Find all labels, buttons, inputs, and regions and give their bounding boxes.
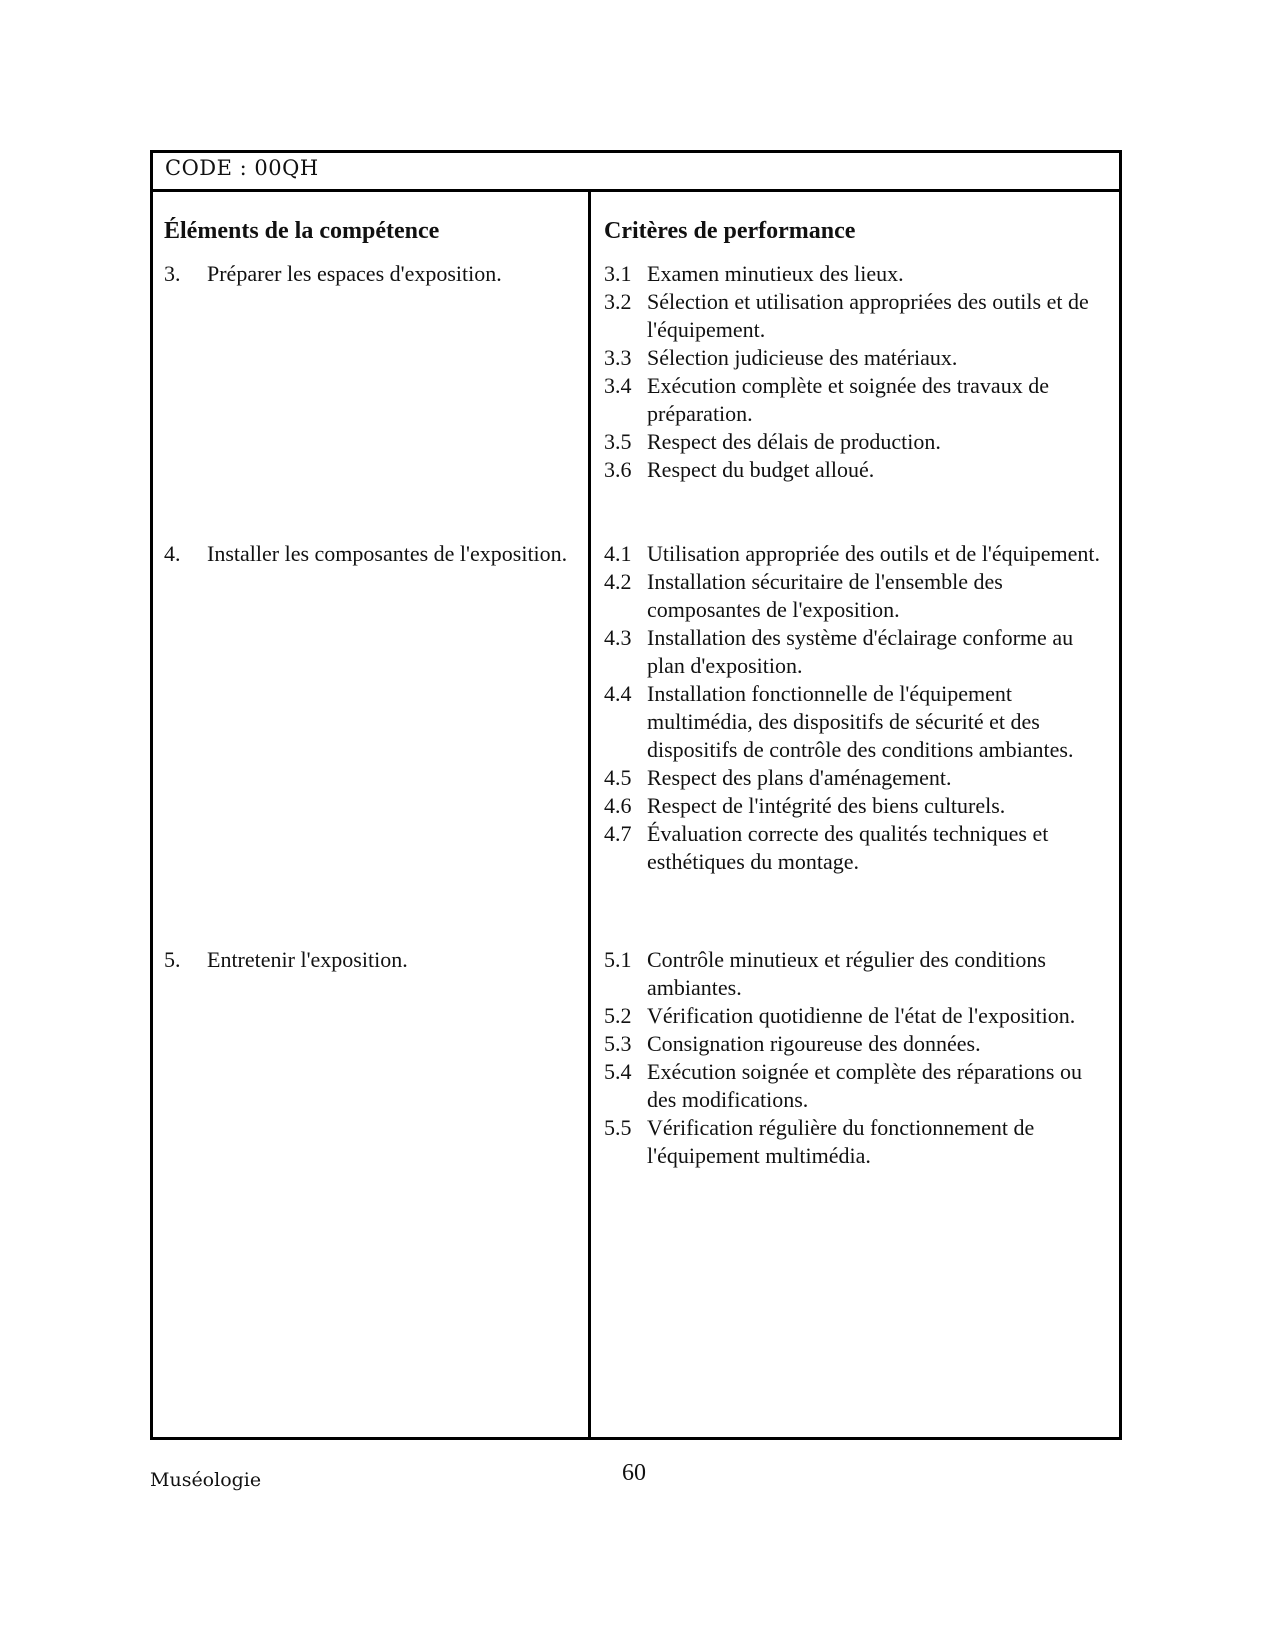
criterion-number: 5.2	[604, 1003, 632, 1028]
criterion-text: Respect du budget alloué.	[647, 457, 875, 482]
criterion-number: 4.6	[604, 793, 632, 818]
criterion	[604, 820, 1104, 876]
criterion-number: 5.4	[604, 1059, 632, 1084]
criterion-number: 4.3	[604, 625, 632, 650]
criterion	[604, 680, 1104, 764]
criterion-number: 5.1	[604, 947, 632, 972]
criterion	[604, 624, 1104, 680]
criterion-text: Examen minutieux des lieux.	[647, 261, 904, 286]
criterion-number: 3.3	[604, 345, 632, 370]
criterion	[604, 372, 1104, 428]
criterion-number: 4.1	[604, 541, 632, 566]
criterion	[604, 1058, 1104, 1114]
footer-program: Muséologie	[150, 1469, 262, 1491]
criterion-text: Installation des système d'éclairage conforme au plan d'exposition.	[647, 625, 1074, 678]
criterion-number: 5.5	[604, 1115, 632, 1140]
column-divider	[588, 192, 591, 1437]
criterion-number: 4.2	[604, 569, 632, 594]
criterion	[604, 540, 1104, 568]
criterion-number: 5.3	[604, 1031, 632, 1056]
criterion	[604, 568, 1104, 624]
criterion	[604, 288, 1104, 344]
criterion-text: Respect des délais de production.	[647, 429, 941, 454]
criteria-list-5	[604, 946, 1104, 1170]
criterion-text: Vérification régulière du fonctionnement de l'équipement multimédia.	[647, 1115, 1035, 1168]
criterion-number: 3.5	[604, 429, 632, 454]
element-text: Entretenir l'exposition.	[207, 947, 408, 972]
criteria-list-4	[604, 540, 1104, 876]
criterion	[604, 1030, 1104, 1058]
criterion-number: 3.1	[604, 261, 632, 286]
criterion-text: Respect des plans d'aménagement.	[647, 765, 952, 790]
criterion-number: 4.5	[604, 765, 632, 790]
criterion-number: 4.4	[604, 681, 632, 706]
element-text: Préparer les espaces d'exposition.	[207, 261, 502, 286]
page-number: 60	[622, 1460, 646, 1486]
criterion-number: 3.6	[604, 457, 632, 482]
criterion	[604, 946, 1104, 1002]
criterion-number: 4.7	[604, 821, 632, 846]
criteria-list-3	[604, 260, 1104, 484]
criterion-text: Vérification quotidienne de l'état de l'exposition.	[647, 1003, 1076, 1028]
code-label: CODE : 00QH	[153, 153, 1119, 192]
competency-table	[150, 150, 1122, 1440]
element-number: 5.	[164, 947, 181, 972]
criterion	[604, 1002, 1104, 1030]
criterion-text: Respect de l'intégrité des biens culturels.	[647, 793, 1006, 818]
criterion-text: Utilisation appropriée des outils et de l'équipement.	[647, 541, 1101, 566]
criterion-text: Contrôle minutieux et régulier des conditions ambiantes.	[647, 947, 1046, 1000]
criterion	[604, 260, 1104, 288]
elements-header: Éléments de la compétence	[164, 218, 440, 244]
criterion	[604, 1114, 1104, 1170]
criterion-text: Installation fonctionnelle de l'équipement multimédia, des dispositifs de sécurité et des dispositifs de contrôle des conditions ambiantes.	[647, 681, 1074, 762]
criterion	[604, 792, 1104, 820]
criterion	[604, 764, 1104, 792]
element-text: Installer les composantes de l'exposition.	[207, 541, 568, 566]
criterion-number: 3.2	[604, 289, 632, 314]
criterion-text: Sélection et utilisation appropriées des outils et de l'équipement.	[647, 289, 1089, 342]
criterion-text: Exécution complète et soignée des travaux de préparation.	[647, 373, 1049, 426]
criterion-text: Sélection judicieuse des matériaux.	[647, 345, 958, 370]
criterion	[604, 344, 1104, 372]
element-number: 3.	[164, 261, 181, 286]
criterion-number: 3.4	[604, 373, 632, 398]
criterion	[604, 456, 1104, 484]
criteria-header: Critères de performance	[604, 218, 856, 244]
criterion-text: Évaluation correcte des qualités techniques et esthétiques du montage.	[647, 821, 1049, 874]
criterion-text: Installation sécuritaire de l'ensemble des composantes de l'exposition.	[647, 569, 1003, 622]
criterion	[604, 428, 1104, 456]
criterion-text: Exécution soignée et complète des réparations ou des modifications.	[647, 1059, 1082, 1112]
criterion-text: Consignation rigoureuse des données.	[647, 1031, 981, 1056]
element-number: 4.	[164, 541, 181, 566]
